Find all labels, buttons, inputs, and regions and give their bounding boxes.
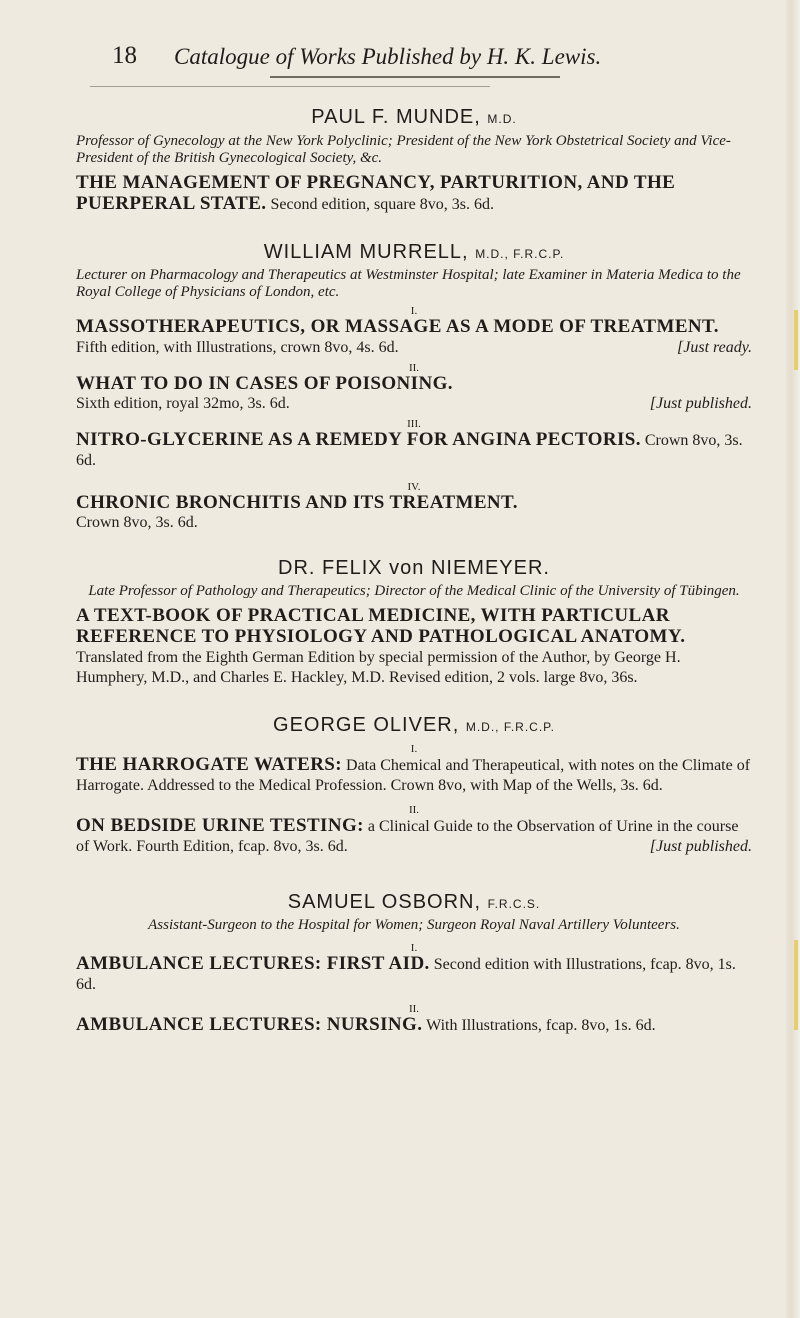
author-name: DR. FELIX von NIEMEYER. bbox=[278, 557, 550, 579]
work-numeral: I. bbox=[410, 743, 418, 755]
work-item bbox=[76, 755, 752, 796]
author-description: Professor of Gynecology at the New York Polyclinic; President of the New York Obstetrical Society and Vice-President of the British Gynecological Society, &c. bbox=[76, 133, 731, 166]
page-number: 18 bbox=[112, 42, 137, 69]
work-details: Crown 8vo, 3s. 6d. bbox=[76, 432, 743, 469]
work-details: Translated from the Eighth German Edition by special permission of the Author, by George H. Humphery, M.D., and Charles E. Hackley, M.D. Revised edition, 2 vols. large 8vo, 36s. bbox=[76, 649, 681, 686]
author-description: Late Professor of Pathology and Therapeutics; Director of the Medical Clinic of the University of Tübingen. bbox=[88, 583, 740, 599]
work-details: Sixth edition, royal 32mo, 3s. 6d. bbox=[76, 395, 290, 412]
work-title: NITRO-GLYCERINE AS A REMEDY FOR ANGINA PECTORIS. bbox=[76, 429, 641, 450]
work-title: THE HARROGATE WATERS: bbox=[76, 754, 343, 775]
work-item bbox=[76, 317, 752, 358]
author-degree: M.D. bbox=[487, 112, 517, 126]
work-item bbox=[76, 430, 752, 471]
work-numeral: III. bbox=[407, 418, 421, 430]
work-title: AMBULANCE LECTURES: FIRST AID. bbox=[76, 953, 430, 974]
work-note: [Just ready. bbox=[677, 339, 752, 356]
work-details: a Clinical Guide to the Observation of Urine in the course of Work. Fourth Edition, fcap. 8vo, 3s. 6d. bbox=[76, 818, 739, 855]
header-rule bbox=[90, 86, 490, 87]
work-numeral: I. bbox=[410, 305, 418, 317]
author-entry bbox=[76, 106, 752, 215]
work-note: [Just published. bbox=[649, 838, 752, 855]
work-details: With Illustrations, fcap. 8vo, 1s. 6d. bbox=[426, 1017, 656, 1034]
author-entry bbox=[76, 891, 752, 1036]
work-item bbox=[76, 954, 752, 995]
running-title: Catalogue of Works Published by H. K. Lewis. bbox=[174, 44, 602, 69]
header-rule bbox=[270, 76, 560, 78]
work-title: A TEXT-BOOK OF PRACTICAL MEDICINE, WITH PARTICULAR REFERENCE TO PHYSIOLOGY AND PATHOLOGICAL ANATOMY. bbox=[76, 605, 686, 647]
work-note: [Just published. bbox=[649, 395, 752, 412]
author-degree: M.D., F.R.C.P. bbox=[475, 247, 565, 261]
author-heading bbox=[76, 714, 752, 737]
work-item bbox=[76, 173, 752, 215]
author-heading bbox=[76, 557, 752, 580]
work-details: Crown 8vo, 3s. 6d. bbox=[76, 514, 198, 531]
work-numeral: II. bbox=[408, 804, 420, 816]
author-heading bbox=[76, 106, 752, 129]
author-degree: M.D., F.R.C.P. bbox=[465, 720, 555, 734]
author-name: GEORGE OLIVER, bbox=[273, 714, 460, 736]
work-title: CHRONIC BRONCHITIS AND ITS TREATMENT. bbox=[76, 492, 518, 513]
work-numeral: II. bbox=[408, 362, 420, 374]
author-entry bbox=[76, 241, 752, 533]
author-degree: F.R.C.S. bbox=[487, 897, 541, 911]
work-item bbox=[76, 816, 752, 857]
page-edge bbox=[786, 0, 800, 1318]
author-name: WILLIAM MURRELL, bbox=[263, 241, 469, 263]
author-heading bbox=[76, 241, 752, 264]
author-entry bbox=[76, 557, 752, 688]
work-title: AMBULANCE LECTURES: NURSING. bbox=[76, 1014, 423, 1035]
work-item bbox=[76, 374, 752, 414]
work-numeral: II. bbox=[408, 1003, 420, 1015]
author-entry bbox=[76, 714, 752, 857]
work-numeral: I. bbox=[410, 942, 418, 954]
work-title: MASSOTHERAPEUTICS, OR MASSAGE AS A MODE OF TREATMENT. bbox=[76, 316, 719, 337]
author-description: Assistant-Surgeon to the Hospital for Women; Surgeon Royal Naval Artillery Volunteers. bbox=[148, 917, 680, 933]
work-details: Second edition, square 8vo, 3s. 6d. bbox=[270, 196, 494, 213]
work-item bbox=[76, 606, 752, 688]
work-title: THE MANAGEMENT OF PREGNANCY, PARTURITION, AND THE PUERPERAL STATE. bbox=[76, 172, 676, 214]
work-title: WHAT TO DO IN CASES OF POISONING. bbox=[76, 373, 453, 394]
author-heading bbox=[76, 891, 752, 914]
work-details: Second edition with Illustrations, fcap. 8vo, 1s. 6d. bbox=[76, 956, 736, 993]
work-numeral: IV. bbox=[407, 481, 421, 493]
work-item bbox=[76, 1015, 752, 1036]
author-name: SAMUEL OSBORN, bbox=[287, 891, 482, 913]
work-details: Fifth edition, with Illustrations, crown 8vo, 4s. 6d. bbox=[76, 339, 399, 356]
work-item bbox=[76, 493, 752, 533]
edge-stain bbox=[794, 310, 798, 370]
catalogue-content bbox=[76, 106, 752, 1036]
work-details: Data Chemical and Therapeutical, with notes on the Climate of Harrogate. Addressed to the Medical Profession. Crown 8vo, with Map of the Wells, 3s. 6d. bbox=[76, 757, 751, 794]
work-title: ON BEDSIDE URINE TESTING: bbox=[76, 815, 364, 836]
author-name: PAUL F. MUNDE, bbox=[311, 106, 481, 128]
edge-stain bbox=[794, 940, 798, 1030]
author-description: Lecturer on Pharmacology and Therapeutics at Westminster Hospital; late Examiner in Materia Medica to the Royal College of Physicians of London, etc. bbox=[76, 267, 741, 300]
